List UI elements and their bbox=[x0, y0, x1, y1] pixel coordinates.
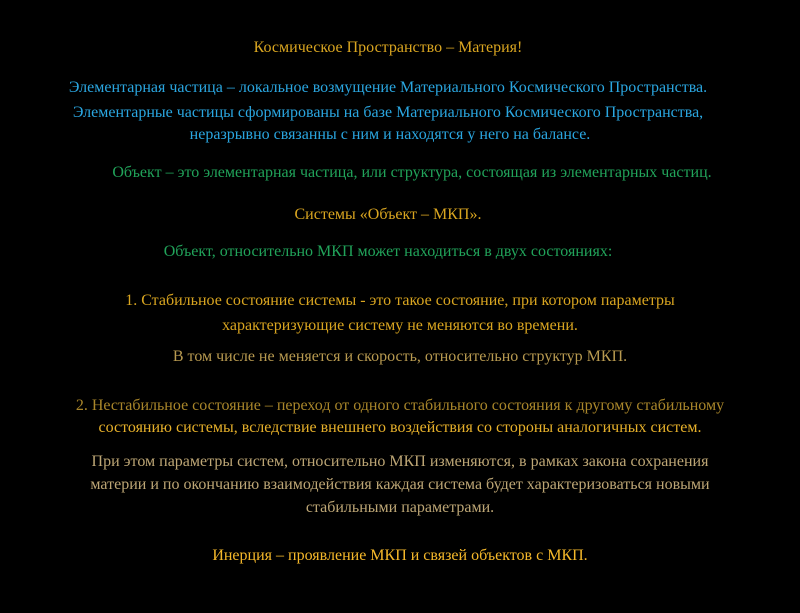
unstable-state-line-1: 2. Нестабильное состояние – переход от одного стабильного состояния к другому стабильному bbox=[75, 397, 725, 414]
unstable-state-line-2: состоянию системы, вследствие внешнего воздействия со стороны аналогичных систем. bbox=[98, 419, 702, 436]
slide-title: Космическое Пространство – Материя! bbox=[253, 39, 523, 56]
stable-state-line-3: В том числе не меняется и скорость, относительно структур МКП. bbox=[172, 348, 628, 365]
intro-line-3: неразрывно связанны с ним и находятся у него на балансе. bbox=[189, 126, 591, 143]
intro-line-2: Элементарные частицы сформированы на базе Материального Космического Пространства, bbox=[72, 104, 704, 121]
systems-title: Системы «Объект – МКП». bbox=[294, 206, 482, 223]
object-definition: Объект – это элементарная частица, или структура, состоящая из элементарных частиц. bbox=[112, 164, 712, 181]
unstable-state-line-4: материи и по окончанию взаимодействия каждая система будет характеризоваться новыми bbox=[90, 476, 710, 493]
inertia-definition: Инерция – проявление МКП и связей объектов с МКП. bbox=[212, 547, 588, 564]
unstable-state-line-5: стабильными параметрами. bbox=[305, 499, 495, 516]
unstable-state-line-3: При этом параметры систем, относительно МКП изменяются, в рамках закона сохранения bbox=[91, 453, 709, 470]
states-intro: Объект, относительно МКП может находиться в двух состояниях: bbox=[163, 243, 613, 260]
stable-state-line-1: 1. Стабильное состояние системы - это такое состояние, при котором параметры bbox=[125, 292, 675, 309]
stable-state-line-2: характеризующие систему не меняются во времени. bbox=[222, 317, 578, 334]
intro-line-1: Элементарная частица – локальное возмущение Материального Космического Пространства. bbox=[68, 79, 708, 96]
